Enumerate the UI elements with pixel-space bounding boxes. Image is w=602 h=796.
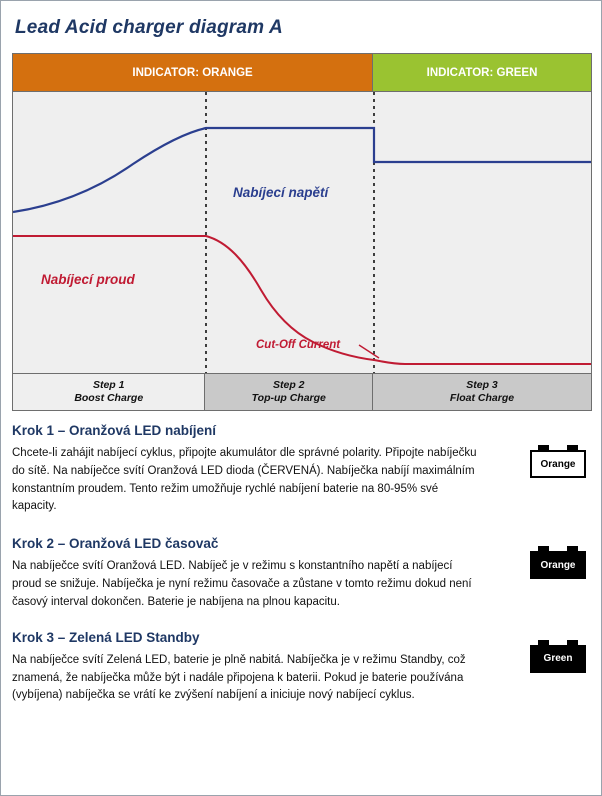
charge-diagram — [12, 53, 592, 411]
indicator-bar — [13, 54, 591, 92]
step-1-line1: Step 1 — [92, 378, 125, 391]
section-3-body: Na nabíječce svítí Zelená LED, baterie je plně nabitá. Nabíječka je v režimu Standby, což znamená, že nabíječka může být i nadále připojena k baterii. Pokud je baterie používána (vybíjena) nabíječka se vrátí ke zvýšení nabíjení a iniciuje nový nabíjecí cyklus. — [12, 653, 466, 702]
step-3 — [373, 374, 591, 410]
battery-badge-1-label: Orange — [530, 450, 586, 478]
section-2-body: Na nabíječce svítí Oranžová LED. Nabíječ je v režimu s konstantního napětí a nabíjecí proud se snižuje. Nabíječka je nyní režimu časovače a zůstane v tomto režimu dokud není časový interval dokončen. Baterie je nabíjena na plnou kapacitu. — [12, 560, 472, 608]
indicator-orange: INDICATOR: ORANGE — [13, 54, 373, 92]
battery-badge-orange-2 — [530, 546, 586, 580]
step-2 — [205, 374, 373, 410]
section-1-body: Chcete-li zahájit nabíjecí cyklus, připojte akumulátor dle správné polarity. Připojte nabíječku do sítě. Na nabíječce svítí Oranžová LED dioda (ČERVENÁ). Nabíječka nabíjí maximálním konstantním proudem. Tento režim umožňuje rychlé nabíjení baterie na 80-95% své kapacity. — [12, 447, 477, 513]
plot-area — [13, 92, 591, 374]
page-title: Lead Acid charger diagram A — [15, 17, 283, 38]
step-3-line2: Float Charge — [449, 392, 515, 404]
battery-badge-orange-1 — [530, 445, 586, 479]
plot-svg — [13, 92, 591, 374]
battery-badge-green — [530, 640, 586, 674]
step-2-line2: Top-up Charge — [251, 392, 326, 404]
label-cutoff-current: Cut-Off Current — [256, 339, 341, 351]
steps-bar — [13, 373, 591, 410]
section-3-heading: Krok 3 – Zelená LED Standby — [12, 629, 200, 645]
section-step-2 — [12, 520, 592, 611]
label-charging-voltage: Nabíjecí napětí — [233, 185, 329, 200]
instruction-sections — [12, 419, 592, 709]
label-charging-current: Nabíjecí proud — [41, 272, 135, 287]
section-2-heading: Krok 2 – Oranžová LED časovač — [12, 536, 219, 552]
step-3-line1: Step 3 — [466, 378, 498, 391]
step-1-line2: Boost Charge — [74, 392, 144, 404]
step-2-line1: Step 2 — [273, 378, 305, 391]
battery-badge-2-label: Orange — [530, 551, 586, 579]
battery-badge-3-label: Green — [530, 645, 586, 673]
section-1-heading: Krok 1 – Oranžová LED nabíjení — [12, 423, 217, 438]
section-step-1 — [12, 419, 592, 516]
indicator-green: INDICATOR: GREEN — [373, 54, 591, 92]
step-1 — [13, 374, 205, 410]
section-step-3 — [12, 616, 592, 705]
